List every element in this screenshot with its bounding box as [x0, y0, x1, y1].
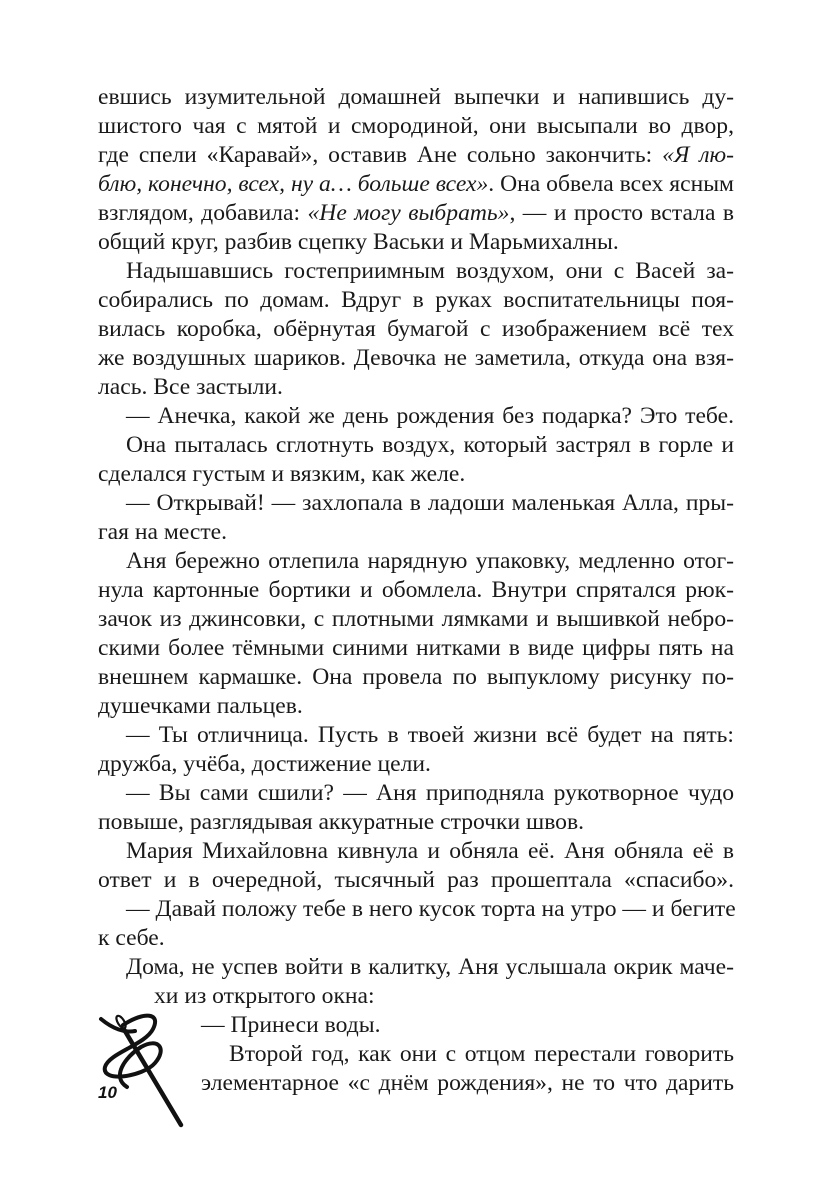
text-line: Второй год, как они с отцом перестали говорить	[229, 1041, 734, 1067]
text-line: Аня бережно отлепила нарядную упаковку, медленно отог-	[126, 548, 734, 574]
needle-thread-icon	[95, 1003, 195, 1128]
text-line: же воздушных шариков. Девочка не заметила, откуда она взя-	[98, 345, 734, 371]
text-line: Надышавшись гостеприимным воздухом, они с Васей за-	[126, 258, 734, 284]
text-line: собирались по домам. Вдруг в руках воспитательницы поя-	[98, 287, 734, 313]
text-line: элементарное «с днём рождения», не то что дарить	[201, 1070, 734, 1096]
text-line: к себе.	[98, 925, 165, 951]
text-run: . Она обвела всех ясным	[488, 171, 734, 197]
italic-run: «Не могу выбрать»	[307, 200, 510, 226]
text-line: ответ и в очередной, тысячный раз прошептала «спасибо».	[98, 867, 734, 893]
body-text-wrapped	[201, 1011, 734, 1098]
text-line: — Вы сами сшили? — Аня приподняла рукотворное чудо	[126, 780, 734, 806]
text-run: взглядом, добавила:	[98, 200, 308, 226]
text-line: — Давай положу тебе в него кусок торта на утро — и бегите	[126, 896, 736, 922]
text-line: хи из открытого окна:	[154, 983, 375, 1009]
page-number: 10	[98, 1083, 117, 1102]
text-run: , — и просто встала в	[509, 200, 735, 226]
text-line: Она пыталась сглотнуть воздух, который застрял в горле и	[126, 432, 734, 458]
text-line: евшись изумительной домашней выпечки и напившись ду-	[98, 84, 734, 110]
text-line: скими более тёмными синими нитками в виде цифры пять на	[98, 635, 734, 661]
text-run: где спели «Каравай», оставив Ане сольно закончить:	[98, 142, 663, 168]
text-line: Дома, не успев войти в калитку, Аня услышала окрик маче-	[126, 954, 734, 980]
text-line: Мария Михайловна кивнула и обняла её. Аня обняла её в	[126, 838, 734, 864]
text-line	[98, 199, 734, 228]
text-line: повыше, разглядывая аккуратные строчки швов.	[98, 809, 585, 835]
text-line: лась. Все застыли.	[98, 374, 283, 400]
text-line: гая на месте.	[98, 519, 228, 545]
body-text	[98, 83, 734, 1011]
text-line: — Принеси воды.	[201, 1012, 381, 1038]
text-line: — Ты отличница. Пусть в твоей жизни всё будет на пять:	[126, 722, 734, 748]
text-line: шистого чая с мятой и смородиной, они высыпали во двор,	[98, 113, 734, 139]
text-line: вилась коробка, обёрнутая бумагой с изображением всё тех	[98, 316, 734, 342]
text-line: — Открывай! — захлопала в ладоши маленькая Алла, пры-	[126, 490, 734, 516]
text-line: внешнем кармашке. Она провела по выпуклому рисунку по-	[98, 664, 734, 690]
text-line: зачок из джинсовки, с плотными лямками и вышивкой небро-	[98, 606, 734, 632]
text-line: — Анечка, какой же день рождения без подарка? Это тебе.	[126, 403, 734, 429]
text-line: душечками пальцев.	[98, 693, 303, 719]
text-line: нула картонные бортики и обомлела. Внутри спрятался рюк-	[98, 577, 734, 603]
text-line: сделался густым и вязким, как желе.	[98, 461, 466, 487]
text-line	[98, 170, 734, 199]
text-line: дружба, учёба, достижение цели.	[98, 751, 431, 777]
text-line: общий круг, разбив сцепку Васьки и Марьмихалны.	[98, 229, 619, 255]
text-line	[98, 141, 734, 170]
italic-run: «Я лю-	[662, 142, 735, 168]
italic-run: блю, конечно, всех, ну а… больше всех»	[98, 171, 489, 197]
